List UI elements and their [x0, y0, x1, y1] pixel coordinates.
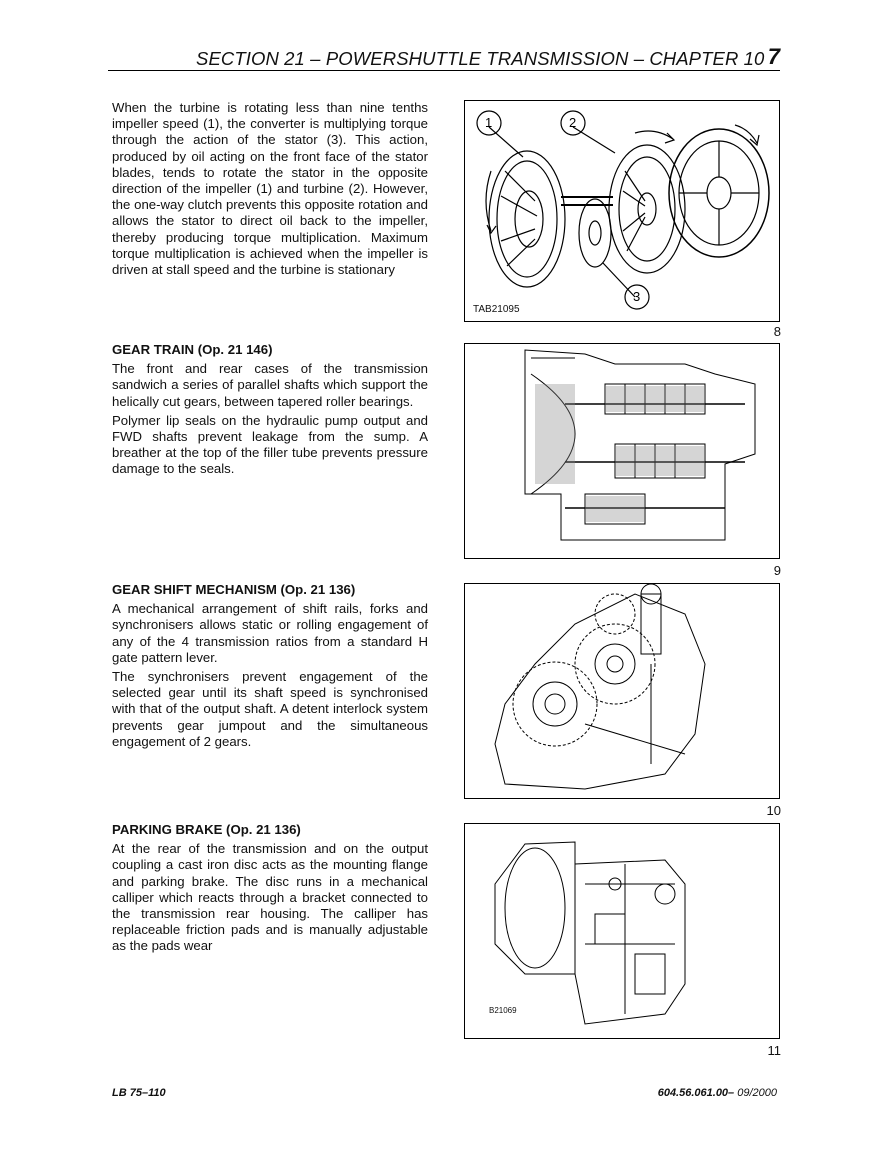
page-header	[108, 44, 780, 71]
figure-number: 11	[767, 1043, 781, 1058]
figure-transmission-assembly	[464, 823, 780, 1039]
figure-torque-converter	[464, 100, 780, 322]
section-title: SECTION 21 – POWERSHUTTLE TRANSMISSION – CHAPTER 10	[196, 48, 765, 69]
page-number: 7	[767, 44, 780, 69]
footer-model: LB 75–110	[112, 1087, 166, 1099]
gear-shift-illustration	[465, 584, 780, 799]
torque-converter-illustration	[465, 101, 780, 322]
parking-brake-paragraph-1: At the rear of the transmission and on the output coupling a cast iron disc acts as the mounting flange and parking brake. The disc runs in a mechanical calliper which reacts through a bracket connected to the transmission rear housing. The calliper has replaceable friction pads and is manually adjustable as the pads wear	[112, 841, 428, 954]
gear-train-illustration	[465, 344, 780, 559]
gear-train-section	[112, 342, 428, 481]
figure-code: TAB21095	[473, 304, 520, 315]
figure-gear-train	[464, 343, 780, 559]
footer-doc-info	[658, 1087, 777, 1099]
callout-2: 2	[569, 115, 577, 130]
footer-date: 09/2000	[734, 1087, 777, 1099]
figure-number: 9	[773, 563, 781, 578]
parking-brake-section	[112, 822, 428, 958]
figure-code: B21069	[489, 1006, 517, 1015]
figure-number: 10	[766, 803, 781, 818]
callout-3: 3	[633, 289, 641, 304]
footer-doc-number: 604.56.061.00–	[657, 1087, 735, 1099]
gear-shift-paragraph-1: A mechanical arrangement of shift rails, forks and synchronisers allows static or rolling engagement of any of the 4 transmission ratios from a standard H gate pattern lever.	[112, 601, 428, 665]
gear-shift-heading: GEAR SHIFT MECHANISM (Op. 21 136)	[112, 582, 356, 597]
callout-1: 1	[485, 115, 493, 130]
gear-train-paragraph-2: Polymer lip seals on the hydraulic pump output and FWD shafts prevent leakage from the sump. A breather at the top of the filler tube prevents pressure damage to the seals.	[112, 412, 428, 477]
gear-shift-section	[112, 582, 428, 753]
intro-section	[112, 100, 428, 281]
figure-number: 8	[773, 324, 781, 339]
gear-train-paragraph-1: The front and rear cases of the transmission sandwich a series of parallel shafts which support the helically cut gears, between tapered roller bearings.	[112, 361, 428, 409]
intro-paragraph: When the turbine is rotating less than nine tenths impeller speed (1), the converter is multiplying torque through the action of the stator (3). This action, produced by oil acting on the front face of the stator blades, tends to rotate the stator in the opposite direction of the impeller (1) and turbine (2). However, the one-way clutch prevents this opposite rotation and allows the stator to direct oil back to the impeller, thereby producing torque multiplication. Maximum torque multiplication is achieved when the impeller is driven at stall speed and the turbine is stationary	[112, 100, 428, 278]
gear-train-heading: GEAR TRAIN (Op. 21 146)	[112, 342, 273, 357]
parking-brake-heading: PARKING BRAKE (Op. 21 136)	[112, 822, 301, 837]
gear-shift-paragraph-2: The synchronisers prevent engagement of the selected gear until its shaft speed is synchronised with that of the output shaft. A detent interlock system prevents gear jumpout and the simultaneous engagement of 2 gears.	[112, 669, 428, 749]
figure-gear-shift	[464, 583, 780, 799]
